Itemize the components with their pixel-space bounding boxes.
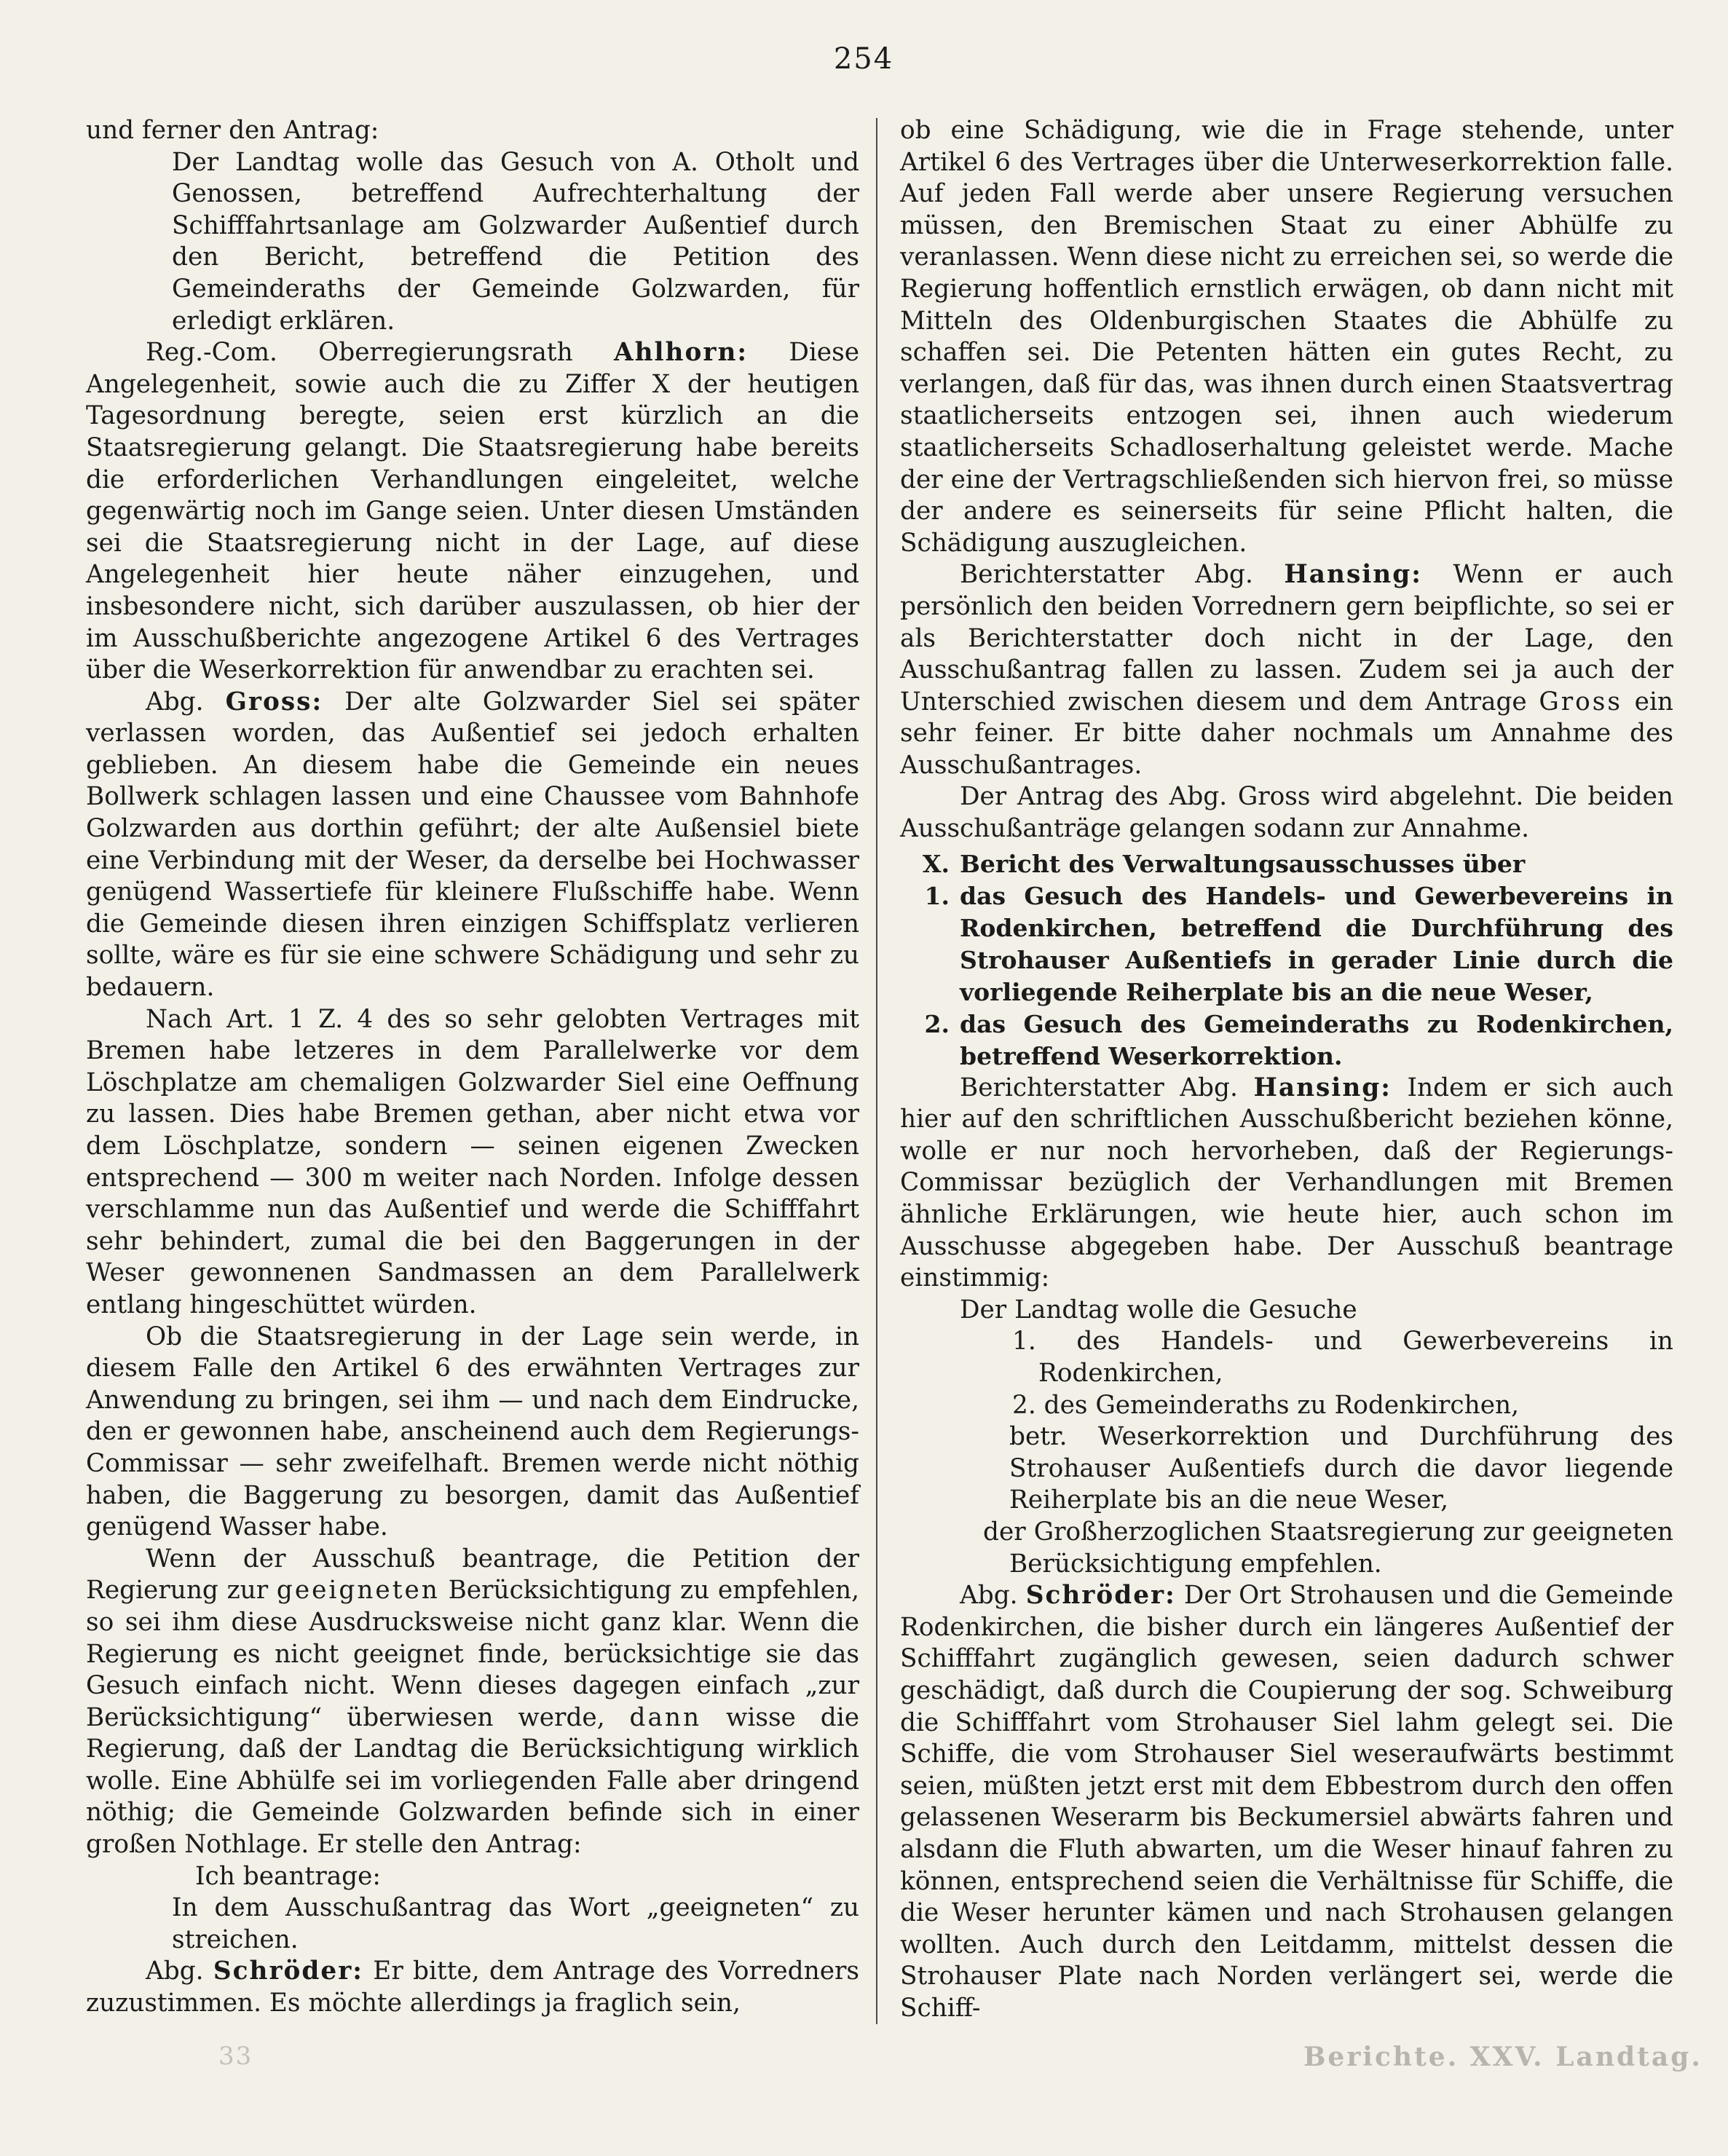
left-column (86, 115, 859, 2020)
motion-text: betr. Weserkorrektion und Durchführung des Strohauser Außentiefs durch die davor liegende Reiherplate bis an die neue Weser, (1009, 1422, 1673, 1515)
speech-text: Diese Angelegenheit, sowie auch die zu Ziffer X der heutigen Tagesordnung beregte, seien erst kürzlich an die Staatsregierung gelangt. Die Staatsregierung habe bereits die erforderlichen Verhandlungen eingeleitet, welche gegenwärtig noch im Gange seien. Unter diesen Umständen sei die Staatsregierung nicht in der Lage, auf diese Angelegenheit hier heute näher einzugehen, und insbesondere nicht, sich darüber auszulassen, ob hier der im Ausschußberichte angezogene Artikel 6 des Vertrages über die Weserkorrektion für anwendbar zu erachten sei. (86, 338, 859, 685)
speaker-prefix: Abg. (146, 687, 226, 716)
paragraph: ob eine Schädigung, wie die in Frage stehende, unter Artikel 6 des Vertrages über die Unterweserkorrektion falle. Auf jeden Fall werde aber unsere Regierung versuchen müssen, den Bremischen Staat zu einer Abhülfe zu veranlassen. Wenn diese nicht zu erreichen sei, so werde die Regierung hoffentlich ernstlich erwägen, ob dann nicht mit Mitteln des Oldenburgischen Staates die Abhülfe zu schaffen sei. Die Petenten hätten ein gutes Recht, zu verlangen, daß für das, was ihnen durch einen Staatsvertrag staatlicherseits entzogen sei, ihnen auch wiederum staatlicherseits Schadloserhaltung geleistet werde. Mache der eine der Vertragschließenden sich hiervon frei, so müsse der andere es seinerseits für seine Pflicht halten, die Schädigung auszugleichen. (900, 116, 1673, 558)
motion-text: Der Landtag wolle die Gesuche (960, 1295, 1357, 1324)
speaker-name: Gross: (225, 687, 323, 716)
speaker-name: Schröder: (213, 1956, 363, 1986)
heading-title-row (900, 848, 1673, 880)
footer-title: Berichte. XXV. Landtag. (1303, 2042, 1703, 2072)
item-number: 1. (924, 881, 950, 910)
paragraph: und ferner den Antrag: (86, 116, 379, 145)
item-text: das Gesuch des Handels- und Gewerbevereins in Rodenkirchen, betreffend die Durchführung des Strohauser Außentiefs in gerader Linie durch die vorliegende Reiherplate bis an die neue Weser, (960, 881, 1673, 1006)
motion-text: Der Landtag wolle das Gesuch von A. Otholt und Genossen, betreffend Aufrechterhaltung der Schifffahrtsanlage am Golzwarder Außentief durch den Bericht, betreffend die Petition des Gemeinderaths der Gemeinde Golzwarden, für erledigt erklären. (172, 147, 859, 336)
speaker-name: Ahlhorn: (613, 338, 749, 368)
heading-item (900, 1008, 1673, 1073)
paragraph (86, 337, 859, 687)
speech-text: Wenn er auch persönlich den beiden Vorrednern gern beipflichte, so sei er als Berichterstatter doch nicht in der Lage, den Ausschußantrag fallen zu lassen. Zudem sei ja auch der Unterschied zwischen diesem und dem Antrage (900, 560, 1673, 716)
motion-item: 2. des Gemeinderaths zu Rodenkirchen, (1012, 1390, 1520, 1420)
paragraph (900, 1580, 1673, 2024)
speaker-prefix: Abg. (960, 1581, 1026, 1611)
page-number: 254 (833, 42, 894, 76)
motion-text: der Großherzoglichen Staatsregierung zur geeigneten Berücksichtigung empfehlen. (983, 1517, 1673, 1579)
speech-text: Er bitte, dem Antrage des Vorredners zuzustimmen. Es möchte allerdings ja fraglich sein, (86, 1956, 859, 2018)
speaker-prefix: Abg. (146, 1956, 213, 1986)
column-divider (876, 118, 877, 2024)
paragraph (900, 559, 1673, 781)
paragraph (900, 1073, 1673, 1295)
spaced-word: Gross (1539, 687, 1623, 716)
speech-text: Der Ort Strohausen und die Gemeinde Rodenkirchen, die bisher durch ein längeres Außentief der Schifffahrt zugänglich gewesen, seien dadurch schwer geschädigt, daß durch die Coupierung der sog. Schweiburg die Schifffahrt vom Strohauser Siel lahm gelegt sei. Die Schiffe, die vom Strohauser Siel weseraufwärts bestimmt seien, müßten jetzt erst mit dem Ebbestrom durch den offen gelassenen Weserarm bis Beckumersiel abwärts fahren und alsdann die Fluth abwarten, um die Weser hinauf fahren zu können, entsprechend seien die Verhältnisse für Schiffe, die die Weser herunter kämen und nach Strohausen gelangen wollten. Auch durch den Leitdamm, mittelst dessen die Strohauser Plate nach Norden verlängert sei, werde die Schiff- (900, 1581, 1673, 2023)
motion-item: 1. des Handels- und Gewerbevereins in Rodenkirchen, (1012, 1327, 1673, 1388)
speaker-prefix: Berichterstatter Abg. (960, 560, 1285, 590)
motion-label: Ich beantrage: (195, 1861, 381, 1891)
speech-text: wisse die Regierung, daß der Landtag die Berücksichtigung wirklich wolle. Eine Abhülfe sei im vorliegenden Falle aber dringend nöthig; die Gemeinde Golzwarden befinde sich in einer großen Nothlage. Er stelle den Antrag: (86, 1702, 859, 1860)
speaker-prefix: Berichterstatter Abg. (960, 1073, 1254, 1102)
speaker-name: Hansing: (1284, 560, 1422, 590)
paragraph (86, 1544, 859, 1861)
section-title: Bericht des Verwaltungsausschusses über (960, 849, 1526, 878)
signature-mark: 33 (218, 2042, 253, 2071)
speaker-name: Schröder: (1025, 1581, 1176, 1611)
item-text: das Gesuch des Gemeinderaths zu Rodenkirchen, betreffend Weserkorrektion. (960, 1009, 1673, 1070)
speaker-name: Hansing: (1253, 1073, 1392, 1102)
section-heading (900, 848, 1673, 1073)
paragraph: Der Antrag des Abg. Gross wird abgelehnt. Die beiden Ausschußanträge gelangen sodann zur Annahme. (900, 782, 1673, 844)
paragraph: Ob die Staatsregierung in der Lage sein werde, in diesem Falle den Artikel 6 des erwähnten Vertrages zur Anwendung zu bringen, sei ihm — und nach dem Eindrucke, den er gewonnen habe, anscheinend auch dem Regierungs-Commissar — sehr zweifelhaft. Bremen werde nicht nöthig haben, die Baggerung zu besorgen, damit das Außentief genügend Wasser habe. (86, 1322, 859, 1542)
item-number: 2. (924, 1009, 950, 1038)
speech-text: ein sehr feiner. Er bitte daher nochmals um Annahme des Ausschußantrages. (900, 687, 1674, 780)
paragraph (86, 1956, 859, 2019)
speech-text: Wenn der Ausschuß beantrage, die Petition der Regierung zur (86, 1544, 859, 1606)
motion-text: In dem Ausschußantrag das Wort „geeigneten“ zu streichen. (172, 1893, 859, 1954)
section-number: X. (922, 849, 950, 878)
speech-text: Der alte Golzwarder Siel sei später verlassen worden, das Außentief sei jedoch erhalten geblieben. An diesem habe die Gemeinde ein neues Bollwerk schlagen lassen und eine Chaussee vom Bahnhofe Golzwarden aus dorthin geführt; der alte Außensiel biete eine Verbindung mit der Weser, da derselbe bei Hochwasser genügend Wassertiefe für kleinere Flußschiffe habe. Wenn die Gemeinde diesen ihren einzigen Schiffsplatz verlieren sollte, wäre es für sie eine schwere Schädigung und sehr zu bedauern. (86, 687, 859, 1003)
right-column (900, 115, 1673, 2024)
spaced-word: geeigneten (276, 1576, 440, 1606)
speech-text: Berücksichtigung zu empfehlen, so sei ihm diese Ausdrucksweise nicht ganz klar. Wenn die Regierung es nicht geeignet finde, berücksichtige sie das Gesuch einfach nicht. Wenn dieses dagegen einfach „zur Berücksichtigung“ überwiesen werde, (86, 1576, 859, 1732)
speech-text: Indem er sich auch hier auf den schriftlichen Ausschußbericht beziehen könne, wolle er nur noch hervorheben, daß der Regierungs-Commissar bezüglich der Verhandlungen mit Bremen ähnliche Erklärungen, wie heute hier, auch schon im Ausschusse abgegeben habe. Der Ausschuß beantrage einstimmig: (900, 1073, 1673, 1293)
paragraph: Nach Art. 1 Z. 4 des so sehr gelobten Vertrages mit Bremen habe letzeres in dem Parallelwerke vor dem Löschplatze am chemaligen Golzwarder Siel eine Oeffnung zu lassen. Dies habe Bremen gethan, aber nicht etwa vor dem Löschplatze, sondern — seinen eigenen Zwecken entsprechend — 300 m weiter nach Norden. Infolge dessen verschlamme nun das Außentief und werde die Schifffahrt sehr behindert, zumal die bei den Baggerungen in der Weser gewonnenen Sandmassen an dem Parallelwerk entlang hingeschüttet würden. (86, 1004, 859, 1319)
heading-item (900, 880, 1673, 1008)
spaced-word: dann (629, 1702, 702, 1732)
speaker-prefix: Reg.-Com. Oberregierungsrath (146, 338, 614, 368)
paragraph (86, 687, 859, 1004)
